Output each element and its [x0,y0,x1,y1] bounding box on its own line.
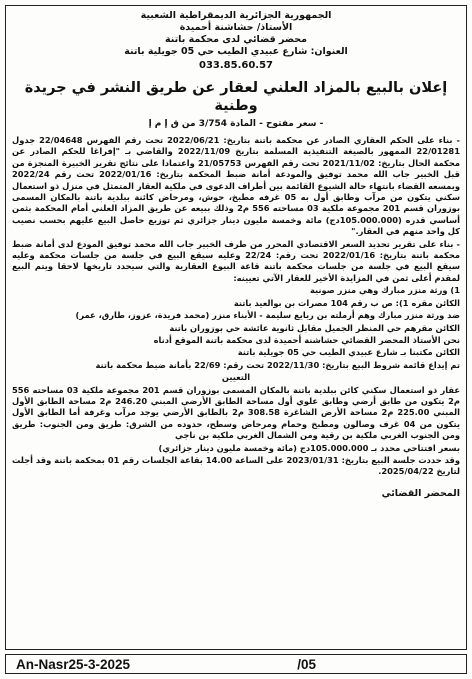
paragraph-opening-price: بسعر افتتاحي محدد بـ 105.000.000دج (مائة وخمسة مليون دينار جزائري) [158,442,460,453]
court-officer-header [12,10,460,58]
paragraph-plaintiff: 1) ورثة منزر مبارك وهي منزر صونية [310,285,460,296]
republic-name: الجمهورية الجزائرية الديمقراطية الشعبية [140,10,332,21]
notice-title: إعلان بالبيع بالمزاد العلني لعقار عن طريق النشر في جريدة وطنية [24,80,448,114]
newspaper-footer [5,654,467,674]
paragraph-judgment: - بناء على الحكم العقاري الصادر عن محكمة باتنة بتاريخ: 2022/06/21 تحت رقم الفهرس 22/04648 جدول 22/01281 الممهور بالصيغة التنفيذية المسلمة بتاريخ 2022/11/09 والقاضي بـ "إفراغا للحكم الصادر عن محكمة الحال بتاريخ: 2021/11/02 تحت رقم الفهرس 21/05753 واعتمادا على نتائج تقرير الخبيرة المنجزة من قبل الخبير جاب الله محمد توفيق والمودعة أمانة ضبط المحكمة بتاريخ: 2022/01/16 تحت رقم 2022/24 وبمسعه القضاء بانتهاء حالة الشيوع القائمة بين أطراف الدعوى في ملكية العقار المتمثل في منزل ذو استعمال سكني يتكون من مرآب وطابق أول به 05 غرفه مطبخ، حوش، ومرحاض كائنة ببلدية باتنة بالمكان المسمى بوزوران قسم 201 مجموعة ملكية 03 مساحته 556 م2 وذلك ببيعه عن طريق المزاد العلني أمام المحكمة بثمن أساسي قدره (105.000.000دج) مائة وخمسة مليون دينار جزائري ثم توزيع حاصل البيع عليهم بحسب نصيب كل واحد منهم في العقار." [12,135,460,237]
notice-content [12,10,460,648]
paragraph-defendants: ضد ورثة منزر مبارك وهم أرملته بن ربايع سليمة - الأبناء منزر (محمد فريدة، عزوز، طارق، عمر) [75,310,460,321]
paragraph-conditions-filing: تم إيداع قائمة شروط البيع بتاريخ: 2022/11/30 تحت رقم: 22/69 بأمانة ضبط محكمة باتنة [95,359,460,370]
paragraph-designation-heading: التعيين [221,372,251,383]
officer-title: محضر قضائي لدى محكمة باتنة [164,34,308,45]
paragraph-office-address: الكائن مكتبنا بـ شارع عبيدي الطيب حي 05 جويلية باتنة [237,347,460,358]
paragraph-sale-date: وقد حددت جلسة البيع بتاريخ: 2023/01/31 على الساعة 14.00 بقاعة الجلسات رقم 01 بمحكمة باتنة وقد أجلت لتاريخ 2025/04/22. [12,454,460,477]
officer-name: الأستاذ/ حشاشنة أحميدة [179,22,293,33]
officer-phone: 033.85.60.57 [198,60,274,71]
signature-label: المحضر القضائي [381,487,460,499]
paragraph-officer: نحن الأستاذ المحضر القضائي حشاشنة أحميدة لدى محكمة باتنة الموقع أدناه [153,334,460,345]
paragraph-property-description: عقار ذو استعمال سكني كائن ببلدية باتنة بالمكان المسمى بوزوران قسم 201 مجموعة ملكية 03 مساحته 556 م2 يتكون من طابق أرضي وطابق علوي أول مساحة الطابق الأرضي المبني 246.20 م2 مساحة الطابق الأول المبني 225.00 م2 مساحة الأرض الشاغرة 308.58 م2 بالطابق الأرضي يوجد مرآب وغرفة أما الطابق الأول يتكون من 04 غرف وصالون ومطبخ وحمام ومرحاض وسطح، حدوده من الشرق: طريق ومن الجنوب: طريق ومن الجنوب الغربي ملكية بن رقية ومن الشمال الغربي ملكية بن ناجي [12,384,460,441]
paragraph-expert-report: - بناء على تقرير تحديد السعر الاقتصادي المحرر من طرف الخبير جاب الله محمد توفيق المودع لدى أمانة ضبط محكمة باتنة بتاريخ: 2022/01/16 تحت رقم: 22/24 وعليه سيقع البيع في جلسة من جلسات محكمة وعليه سيقع البيع في جلسة من جلسات محكمة باتنة قاعة البيوع العقارية والتي سيحدد تاريخها لاحقا ويتم البيع لمقدم أعلى ثمن في المزايدة الأخير للعقار الآتي تعيينه: [12,238,460,283]
page-number: /05 [297,656,316,672]
notice-body [12,135,460,478]
paragraph-plaintiff-address: الكائن مقره 1): ص ب رقم 104 مصرات بن بوالعيد باتنة [233,297,460,308]
notice-subtitle: - سعر مفتوح - المادة 3/754 من ق إ م إ [148,119,324,129]
paragraph-defendants-address: الكائن مقرهم حي المنظر الجميل مقابل ثانوية عائشة حي بوزوران باتنة [169,322,460,333]
officer-address: العنوان: شارع عبيدي الطيب حي 05 جويلية باتنة [124,46,348,57]
newspaper-date-label: An-Nasr25-3-2025 [16,656,131,672]
